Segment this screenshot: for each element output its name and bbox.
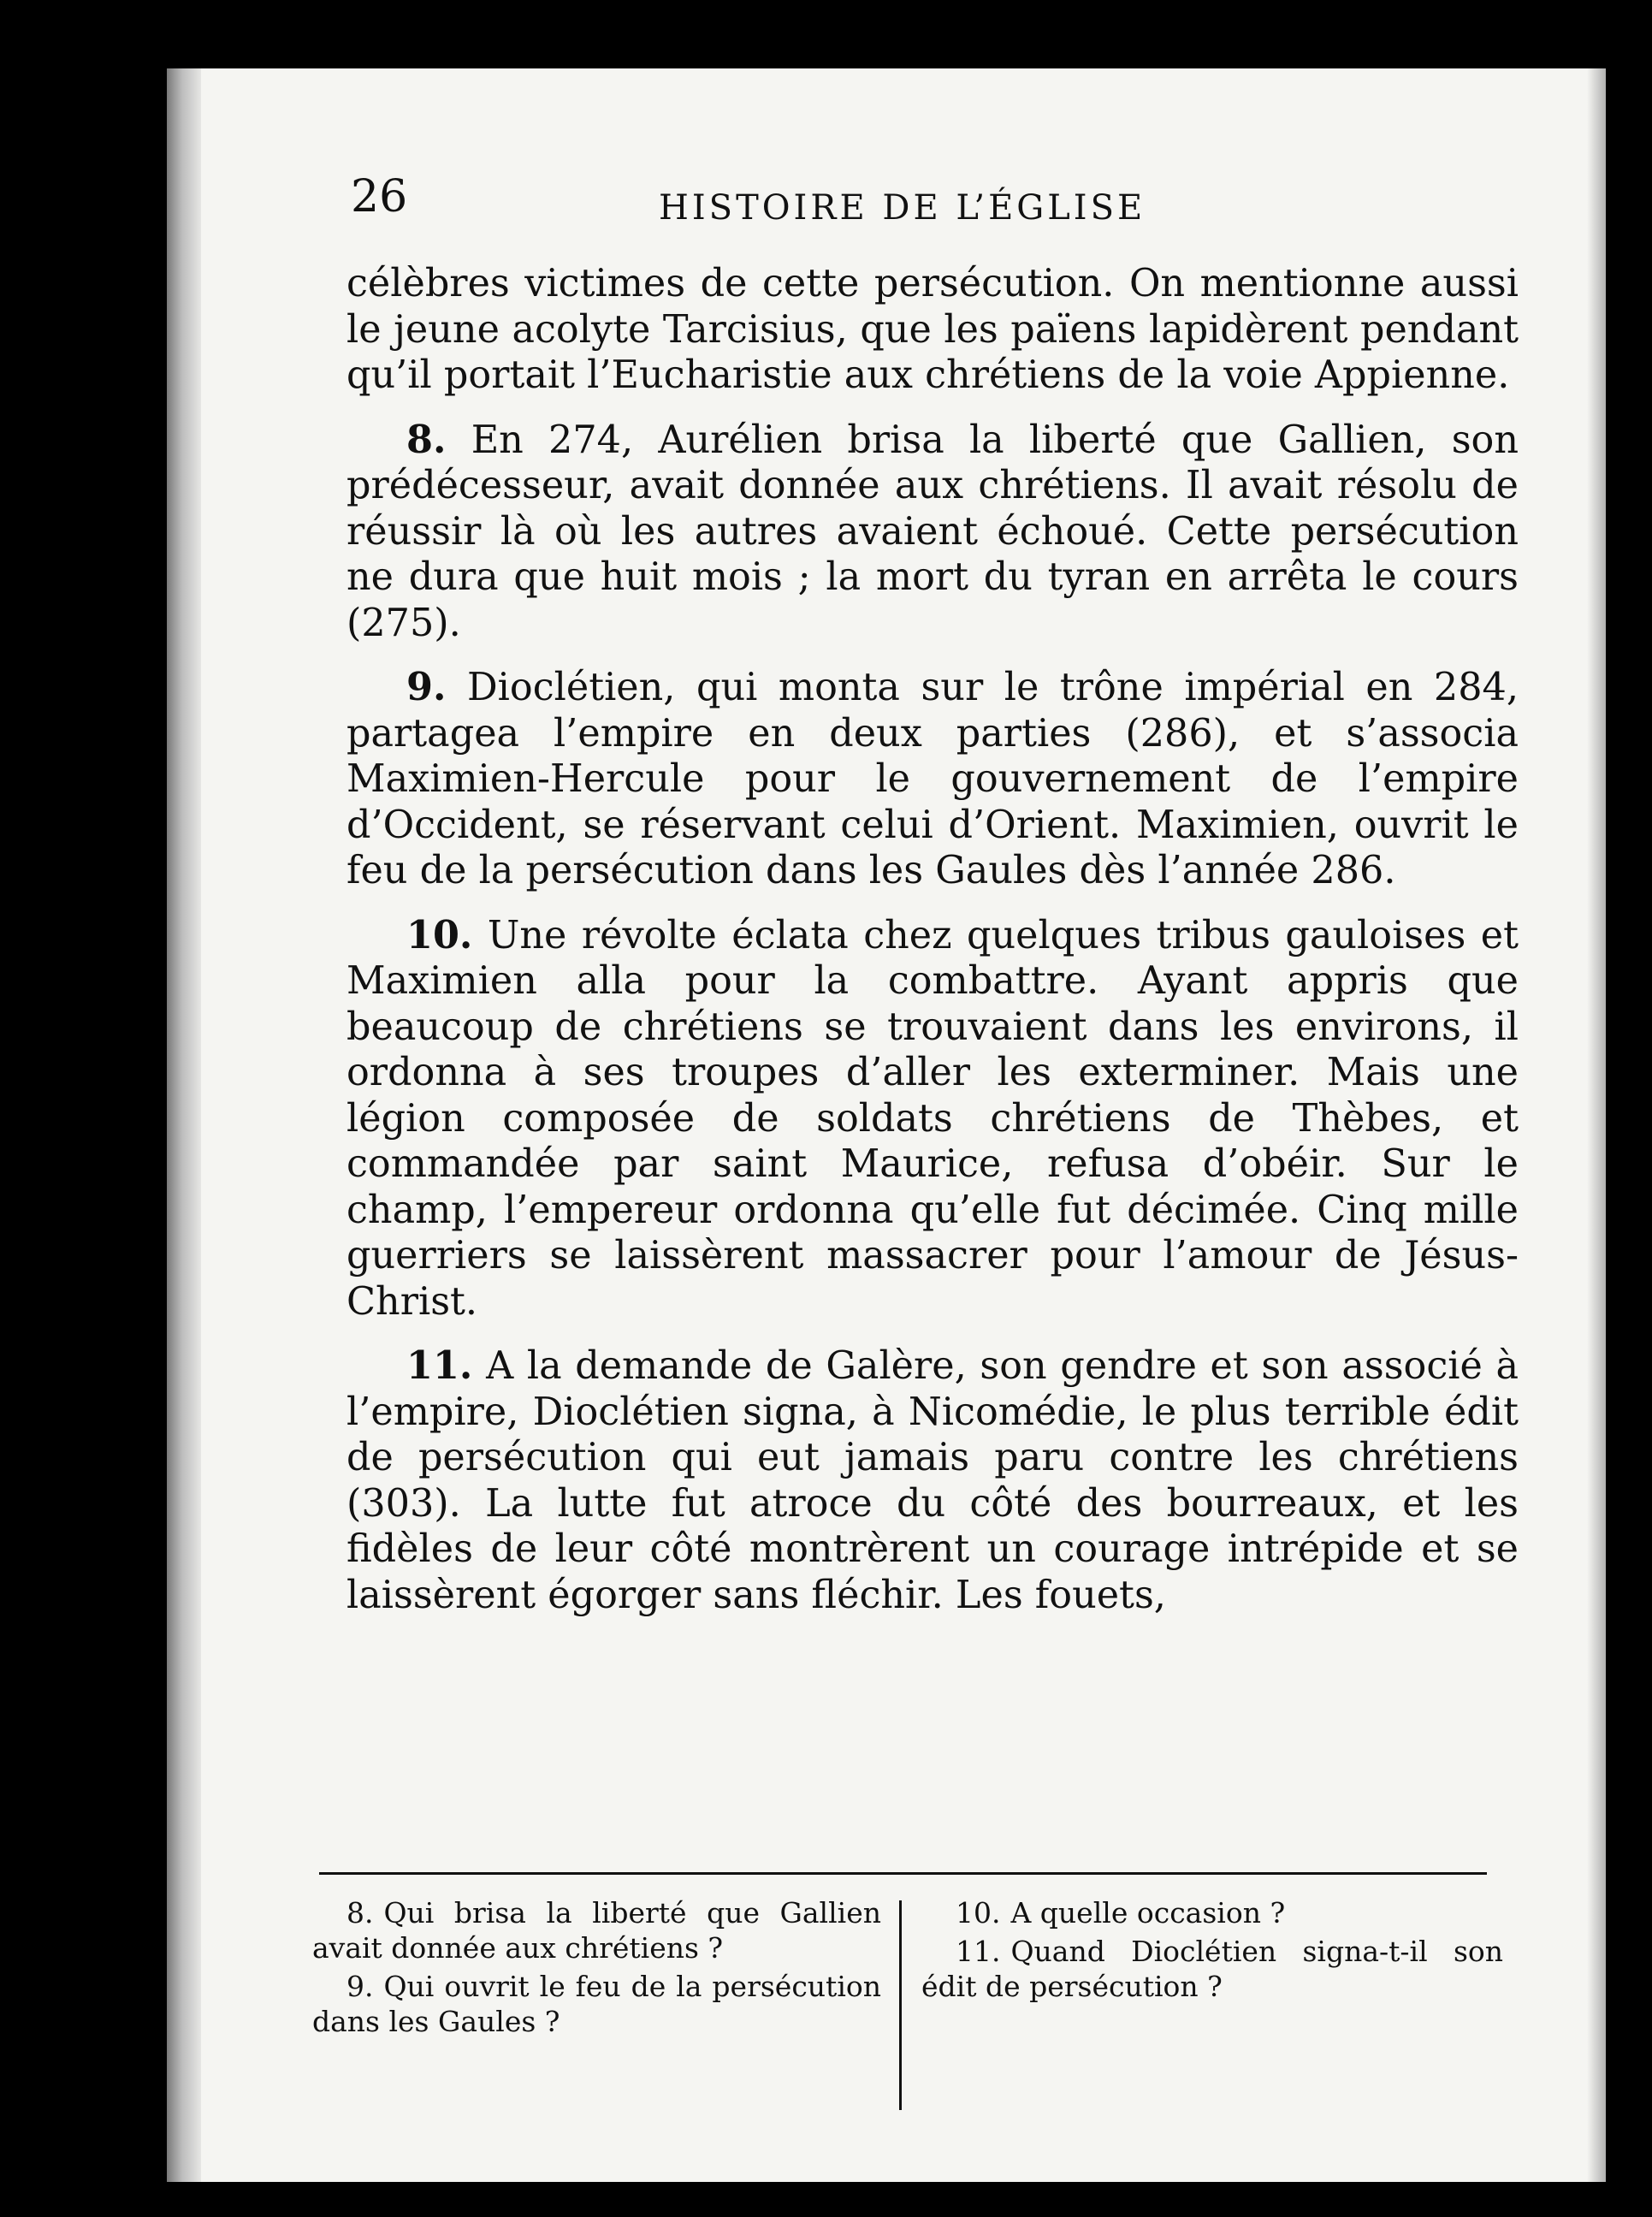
question-column-divider [899, 1900, 902, 2110]
paragraph-number: 10. [406, 912, 473, 957]
paragraph-text: Dioclétien, qui monta sur le trône impérial en 284, partagea l’empire en deux parties (286), et s’associa Maximien-Hercule pour le gouvernement de l’empire d’Occident, se réservant celui d’Orient. Maximien, ouvrit le feu de la persécution dans les Gaules dès l’année 286. [346, 666, 1519, 892]
body-text [346, 261, 1519, 1618]
paragraph-number: 9. [406, 665, 447, 709]
paragraph-continuation [346, 261, 1519, 399]
page-header [351, 171, 1471, 248]
paragraph-text: Une révolte éclata chez quelques tribus gauloises et Maximien alla pour la combattre. Ayant appris que beaucoup de chrétiens se trouvaient dans les environs, il ordonna à ses troupes d’aller les exterminer. Mais une légion composée de soldats chrétiens de Thèbes, et commandée par saint Maurice, refusa d’obéir. Sur le champ, l’empereur ordonna qu’elle fut décimée. Cinq mille guerriers se laissèrent massacrer pour l’amour de Jésus-Christ. [346, 913, 1519, 1324]
question-number: 10. [956, 1896, 1001, 1930]
questions-left-column [312, 1895, 881, 2042]
question-text: Qui brisa la liberté que Gallien avait donnée aux chrétiens ? [312, 1896, 881, 1965]
review-questions [312, 1895, 1501, 2118]
paragraph-10 [346, 913, 1519, 1325]
paragraph-9 [346, 665, 1519, 894]
question-number: 9. [346, 1970, 374, 2003]
paragraph-text: célèbres victimes de cette persécution. On mentionne aussi le jeune acolyte Tarcisius, que les païens lapidèrent pendant qu’il portait l’Eucharistie aux chrétiens de la voie Appienne. [346, 262, 1519, 397]
question-text: Qui ouvrit le feu de la persécution dans les Gaules ? [312, 1970, 881, 2038]
paragraph-11 [346, 1343, 1519, 1618]
paragraph-text: A la demande de Galère, son gendre et son associé à l’empire, Dioclétien signa, à Nicomédie, le plus terrible édit de persécution qui eut jamais paru contre les chrétiens (303). La lutte fut atroce du côté des bourreaux, et les fidèles de leur côté montrèrent un courage intrépide et se laissèrent égorger sans fléchir. Les fouets, [346, 1344, 1519, 1617]
book-page [167, 68, 1606, 2182]
paragraph-text: En 274, Aurélien brisa la liberté que Gallien, son prédécesseur, avait donnée aux chrétiens. Il avait résolu de réussir là où les autres avaient échoué. Cette persécution ne dura que huit mois ; la mort du tyran en arrêta le cours (275). [346, 418, 1519, 645]
question-item [312, 1895, 881, 1965]
footnote-divider [319, 1872, 1487, 1875]
question-number: 11. [956, 1935, 1001, 1968]
question-item [312, 1969, 881, 2039]
page-binding-shadow [167, 68, 201, 2182]
question-text: Quand Dioclétien signa-t-il son édit de persécution ? [921, 1935, 1503, 2003]
paragraph-number: 11. [406, 1343, 473, 1388]
question-item [921, 1895, 1503, 1930]
page-number: 26 [351, 171, 408, 222]
question-number: 8. [346, 1896, 374, 1930]
question-item [921, 1934, 1503, 2004]
questions-right-column [921, 1895, 1503, 2007]
page-edge-shadow [1587, 68, 1606, 2182]
question-text: A quelle occasion ? [1010, 1896, 1286, 1930]
paragraph-number: 8. [406, 417, 447, 462]
paragraph-8 [346, 418, 1519, 647]
running-title: HISTOIRE DE L’ÉGLISE [659, 188, 1146, 228]
